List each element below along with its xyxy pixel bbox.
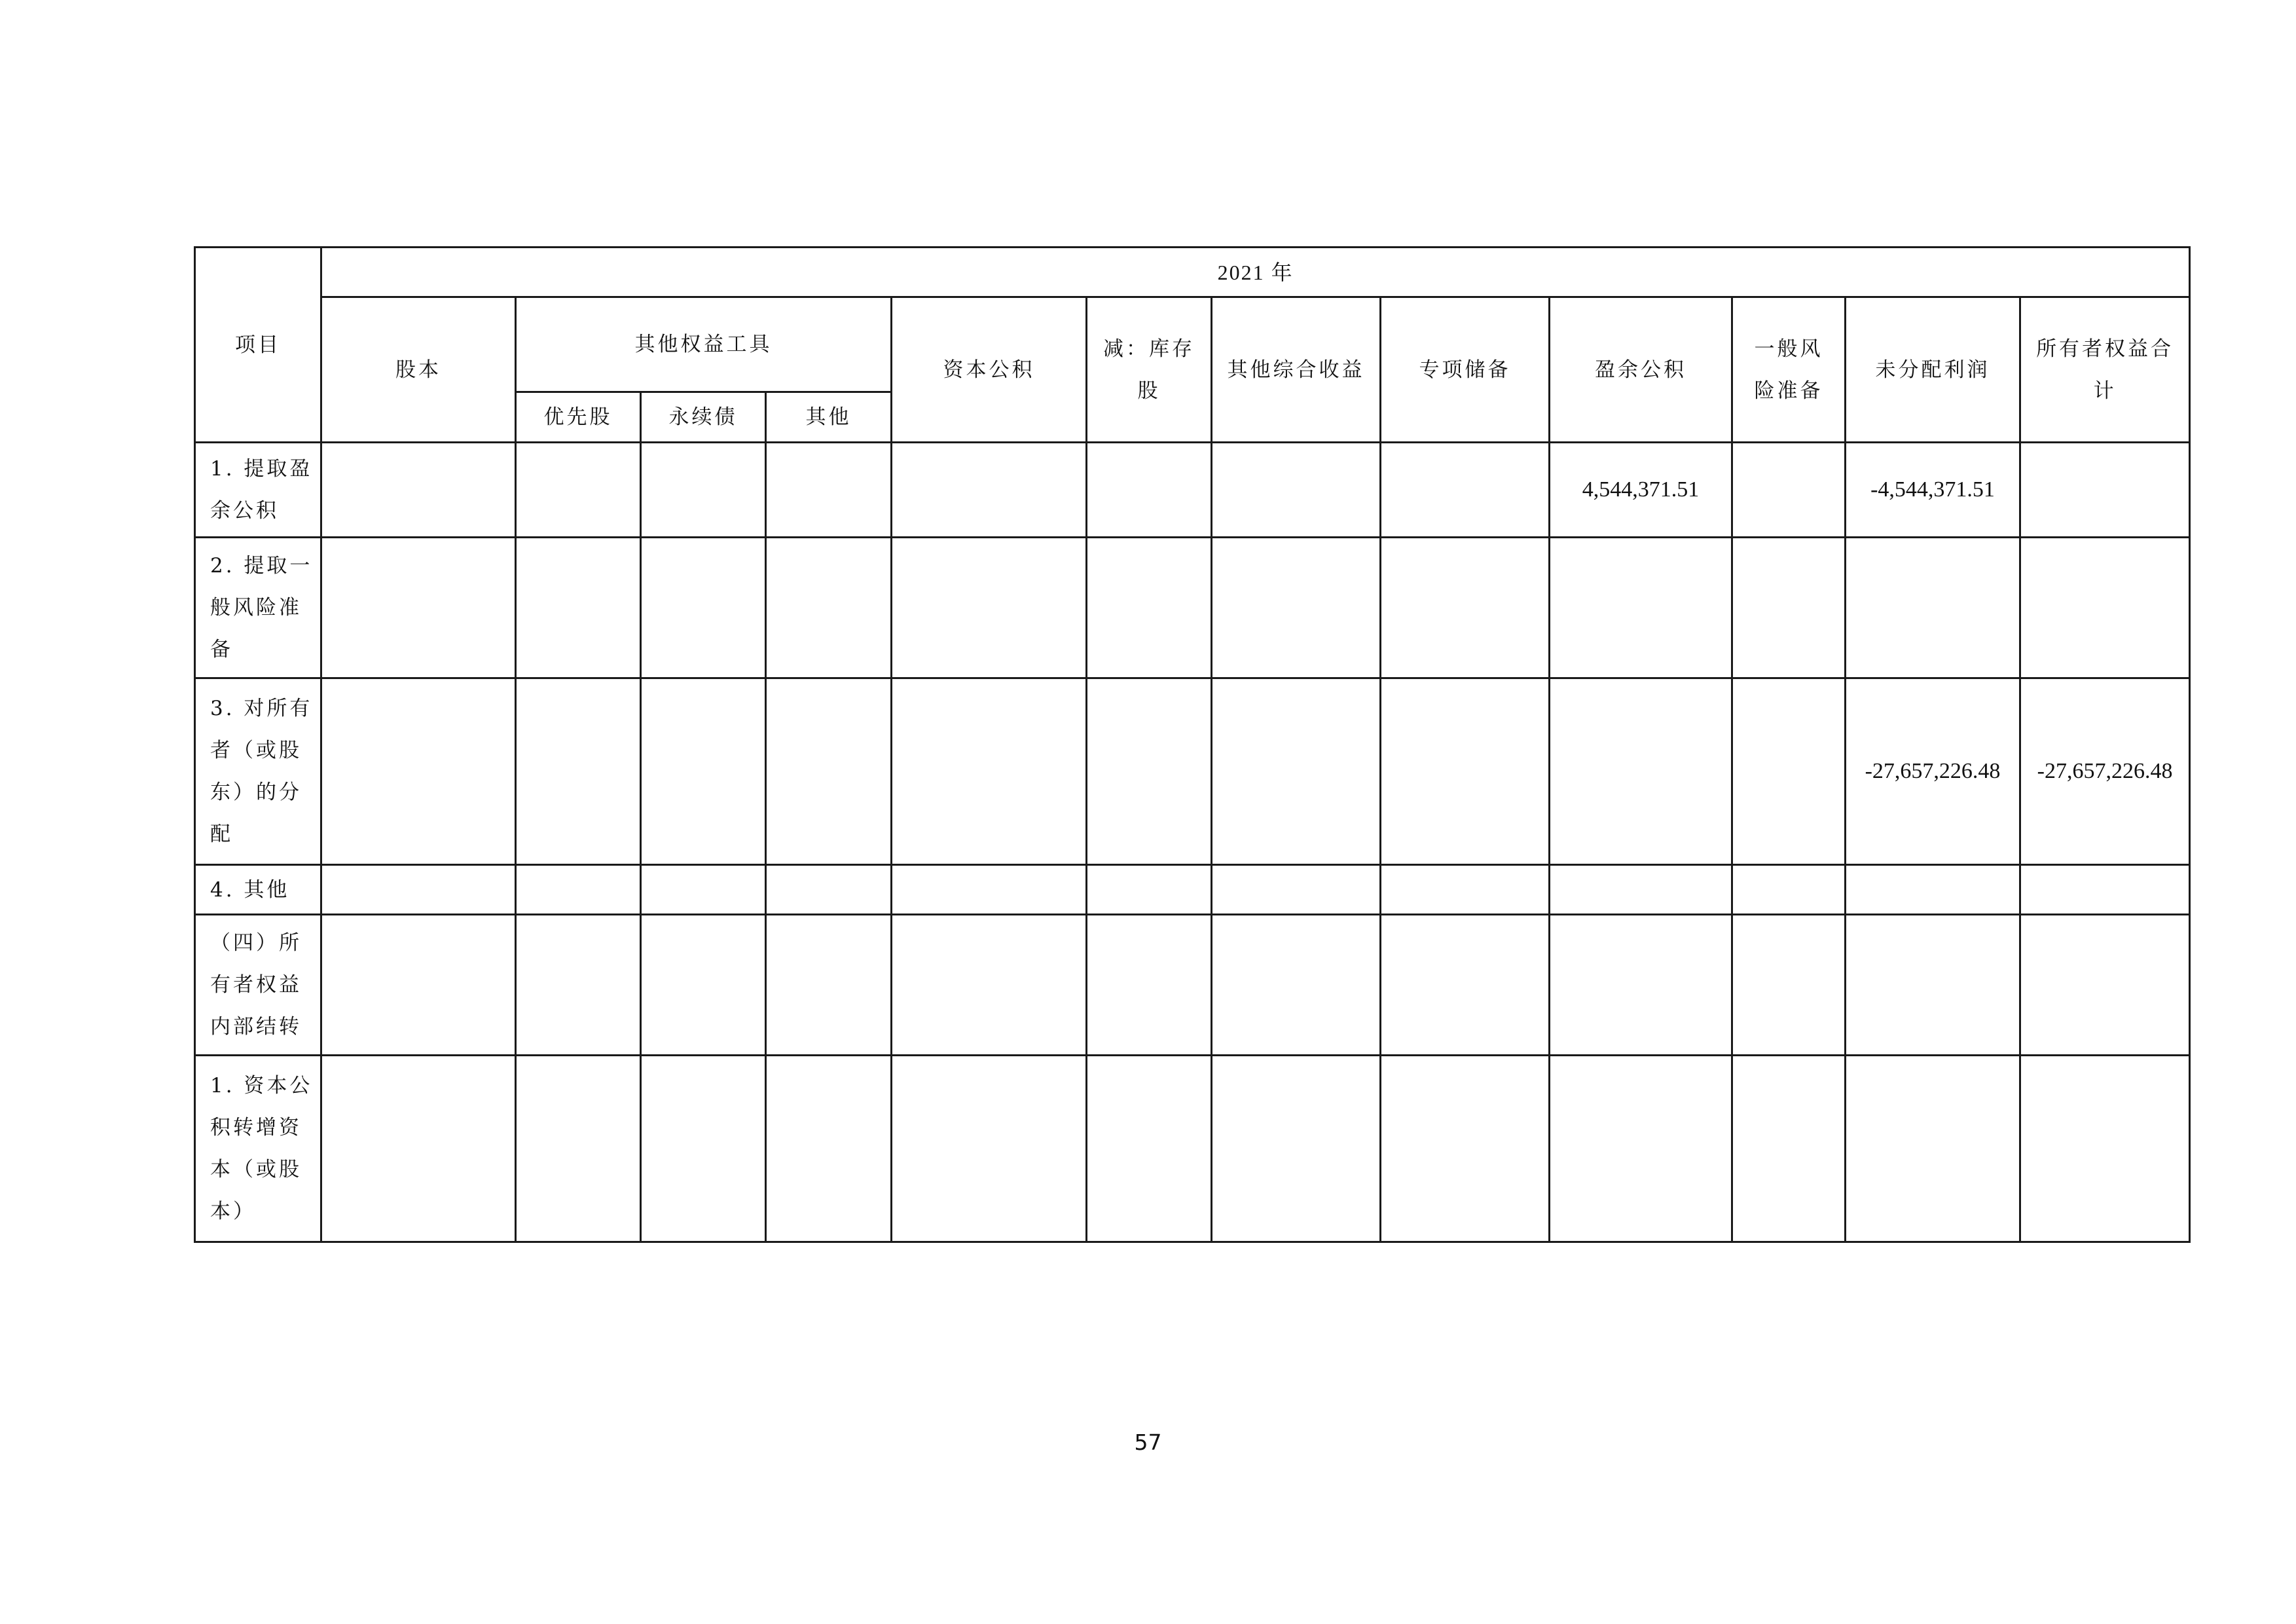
cell-treasury-stock xyxy=(1087,678,1212,865)
header-other-comprehensive-income: 其他综合收益 xyxy=(1212,297,1381,443)
cell-general-risk-reserve xyxy=(1732,538,1846,678)
cell-surplus-reserve xyxy=(1550,1056,1732,1242)
row-label: 4. 其他 xyxy=(195,865,321,915)
row-label: 1. 资本公积转增资本（或股本） xyxy=(195,1056,321,1242)
cell-share-capital xyxy=(321,538,516,678)
cell-general-risk-reserve xyxy=(1732,678,1846,865)
cell-other xyxy=(766,678,892,865)
cell-share-capital xyxy=(321,1056,516,1242)
table-row xyxy=(195,538,2190,678)
cell-share-capital xyxy=(321,678,516,865)
cell-preferred-shares xyxy=(516,865,641,915)
cell-undistributed-profit xyxy=(1846,915,2020,1056)
cell-other-comprehensive-income xyxy=(1212,678,1381,865)
table-row xyxy=(195,678,2190,865)
cell-special-reserve xyxy=(1381,865,1550,915)
cell-total-owners-equity xyxy=(2020,1056,2190,1242)
row-label: 2. 提取一般风险准备 xyxy=(195,538,321,678)
cell-preferred-shares xyxy=(516,678,641,865)
cell-capital-reserve xyxy=(892,915,1087,1056)
cell-total-owners-equity xyxy=(2020,915,2190,1056)
cell-other-comprehensive-income xyxy=(1212,1056,1381,1242)
cell-treasury-stock xyxy=(1087,1056,1212,1242)
header-capital-reserve: 资本公积 xyxy=(892,297,1087,443)
equity-changes-table-container xyxy=(194,246,2189,1243)
cell-undistributed-profit: -27,657,226.48 xyxy=(1846,678,2020,865)
header-special-reserve: 专项储备 xyxy=(1381,297,1550,443)
header-item: 项目 xyxy=(195,248,321,443)
row-label: 1. 提取盈余公积 xyxy=(195,443,321,538)
cell-special-reserve xyxy=(1381,678,1550,865)
cell-general-risk-reserve xyxy=(1732,1056,1846,1242)
cell-capital-reserve xyxy=(892,865,1087,915)
cell-perpetual-bonds xyxy=(641,1056,766,1242)
cell-share-capital xyxy=(321,915,516,1056)
cell-capital-reserve xyxy=(892,538,1087,678)
cell-other-comprehensive-income xyxy=(1212,915,1381,1056)
header-surplus-reserve: 盈余公积 xyxy=(1550,297,1732,443)
table-row xyxy=(195,443,2190,538)
cell-special-reserve xyxy=(1381,1056,1550,1242)
cell-general-risk-reserve xyxy=(1732,915,1846,1056)
equity-changes-table xyxy=(194,246,2191,1243)
cell-other xyxy=(766,1056,892,1242)
cell-undistributed-profit xyxy=(1846,1056,2020,1242)
cell-capital-reserve xyxy=(892,678,1087,865)
header-treasury-stock: 减：库存股 xyxy=(1087,297,1212,443)
cell-share-capital xyxy=(321,443,516,538)
cell-undistributed-profit xyxy=(1846,865,2020,915)
cell-special-reserve xyxy=(1381,538,1550,678)
cell-other xyxy=(766,865,892,915)
header-general-risk-reserve: 一般风险准备 xyxy=(1732,297,1846,443)
cell-other xyxy=(766,443,892,538)
cell-surplus-reserve xyxy=(1550,678,1732,865)
cell-total-owners-equity xyxy=(2020,443,2190,538)
cell-undistributed-profit: -4,544,371.51 xyxy=(1846,443,2020,538)
cell-perpetual-bonds xyxy=(641,443,766,538)
header-other: 其他 xyxy=(766,392,892,443)
row-label: 3. 对所有者（或股东）的分配 xyxy=(195,678,321,865)
cell-other xyxy=(766,538,892,678)
cell-preferred-shares xyxy=(516,538,641,678)
page-number: 57 xyxy=(1134,1430,1162,1455)
header-undistributed-profit: 未分配利润 xyxy=(1846,297,2020,443)
cell-treasury-stock xyxy=(1087,538,1212,678)
cell-treasury-stock xyxy=(1087,443,1212,538)
cell-total-owners-equity xyxy=(2020,538,2190,678)
cell-total-owners-equity: -27,657,226.48 xyxy=(2020,678,2190,865)
cell-surplus-reserve xyxy=(1550,915,1732,1056)
cell-total-owners-equity xyxy=(2020,865,2190,915)
table-row xyxy=(195,1056,2190,1242)
header-preferred-shares: 优先股 xyxy=(516,392,641,443)
cell-perpetual-bonds xyxy=(641,915,766,1056)
cell-surplus-reserve xyxy=(1550,865,1732,915)
table-row xyxy=(195,865,2190,915)
cell-surplus-reserve xyxy=(1550,538,1732,678)
cell-share-capital xyxy=(321,865,516,915)
cell-special-reserve xyxy=(1381,443,1550,538)
cell-preferred-shares xyxy=(516,915,641,1056)
cell-capital-reserve xyxy=(892,1056,1087,1242)
cell-treasury-stock xyxy=(1087,865,1212,915)
cell-other-comprehensive-income xyxy=(1212,443,1381,538)
cell-preferred-shares xyxy=(516,443,641,538)
cell-other xyxy=(766,915,892,1056)
cell-treasury-stock xyxy=(1087,915,1212,1056)
header-year: 2021 年 xyxy=(321,248,2190,297)
cell-special-reserve xyxy=(1381,915,1550,1056)
cell-other-comprehensive-income xyxy=(1212,865,1381,915)
cell-perpetual-bonds xyxy=(641,678,766,865)
header-total-owners-equity: 所有者权益合计 xyxy=(2020,297,2190,443)
row-label: （四）所有者权益内部结转 xyxy=(195,915,321,1056)
cell-general-risk-reserve xyxy=(1732,865,1846,915)
cell-surplus-reserve: 4,544,371.51 xyxy=(1550,443,1732,538)
cell-preferred-shares xyxy=(516,1056,641,1242)
header-other-equity-instruments: 其他权益工具 xyxy=(516,297,892,392)
header-perpetual-bonds: 永续债 xyxy=(641,392,766,443)
cell-perpetual-bonds xyxy=(641,538,766,678)
table-row xyxy=(195,915,2190,1056)
cell-general-risk-reserve xyxy=(1732,443,1846,538)
header-share-capital: 股本 xyxy=(321,297,516,443)
cell-perpetual-bonds xyxy=(641,865,766,915)
cell-undistributed-profit xyxy=(1846,538,2020,678)
cell-other-comprehensive-income xyxy=(1212,538,1381,678)
cell-capital-reserve xyxy=(892,443,1087,538)
